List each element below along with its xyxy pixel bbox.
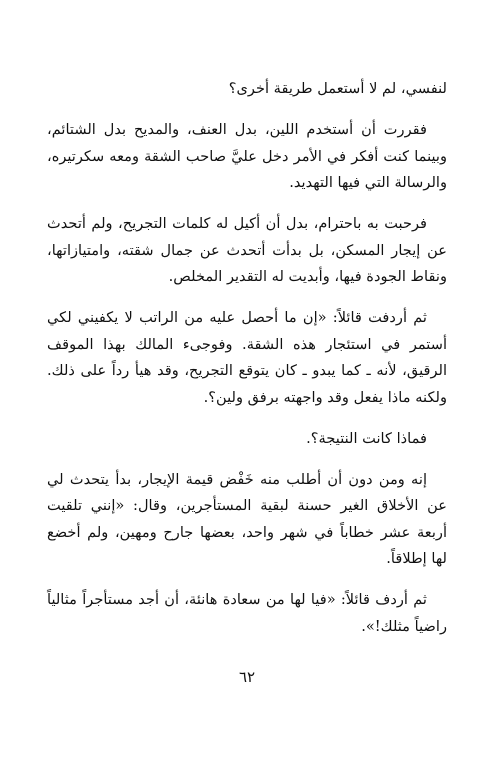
- paragraph-5: فماذا كانت النتيجة؟.: [306, 429, 427, 447]
- paragraph-7: ثم أردف قائلاً: «فيا لها من سعادة هانئة، أن أجد مستأجراً مثالياً راضياً مثلك!».: [47, 591, 447, 635]
- paragraph-6: إنه ومن دون أن أطلب منه خَفْض قيمة الإيجار، بدأ يتحدث لي عن الأخلاق الغير حسنة لبقية المستأجرين، وقال: «إنني تلقيت أربعة عشر خطاباً في شهر واحد، بعضها جارح ومهين، ولم أخضع لها إطلاقاً.: [47, 470, 447, 567]
- page-number: ٦٢: [238, 668, 256, 686]
- body-text: [47, 76, 447, 655]
- paragraph-2: فقررت أن أستخدم اللين، بدل العنف، والمديح بدل الشتائم، وبينما كنت أفكر في الأمر دخل عليَّ صاحب الشقة ومعه سكرتيره، والرسالة التي فيها التهديد.: [47, 121, 447, 191]
- paragraph-3: فرحبت به باحترام، بدل أن أكيل له كلمات التجريح، ولم أتحدث عن إيجار المسكن، بل بدأت أتحدث عن جمال شقته، وامتيازاتها، ونقاط الجودة فيها، وأبديت له التقدير المخلص.: [47, 215, 447, 285]
- paragraph-4: ثم أردفت قائلاً: «إن ما أحصل عليه من الراتب لا يكفيني لكي أستمر في استئجار هذه الشقة. وفوجىء المالك بهذا الموقف الرقيق، لأنه ـ كما يبدو ـ كان يتوقع التجريح، وقد هيأ رداً على ذلك. ولكنه ماذا يفعل وقد واجهته برفق ولين؟.: [47, 309, 447, 406]
- paragraph-1: لنفسي، لم لا أستعمل طريقة أخرى؟: [228, 80, 447, 97]
